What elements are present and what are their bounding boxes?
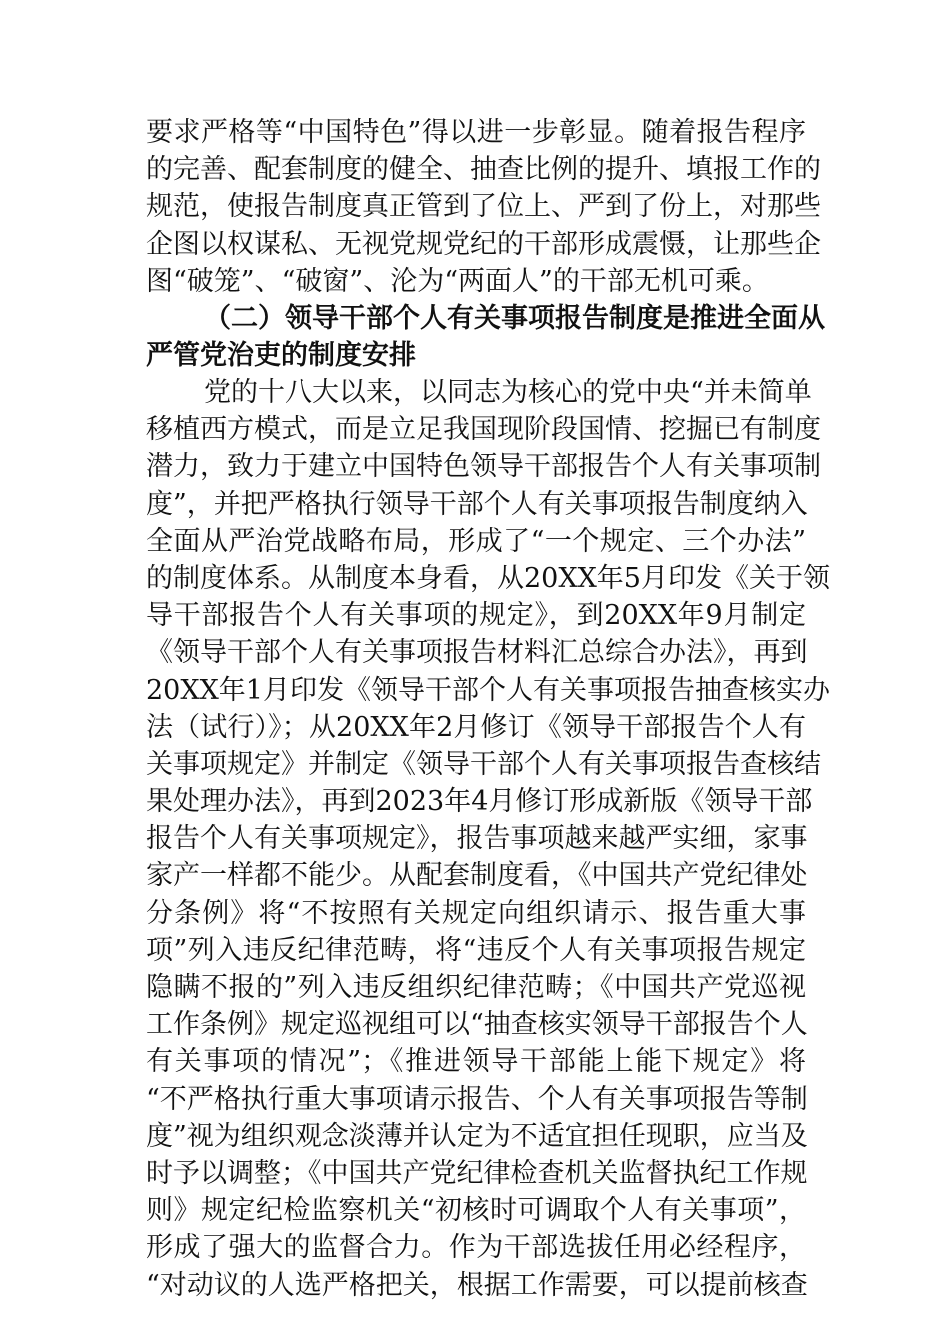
paragraph-line: 果处理办法》，再到2023年4月修订形成新版《领导干部 [146,786,813,818]
paragraph-line: 时予以调整；《中国共产党纪律检查机关监督执纪工作规 [146,1157,808,1189]
paragraph-line: 图“破笼”、“破窗”、沦为“两面人”的干部无机可乘。 [146,265,769,297]
paragraph-line: 报告个人有关事项规定》，报告事项越来越严实细，家事 [146,823,808,855]
paragraph-line: 工作条例》规定巡视组可以“抽查核实领导干部报告个人 [146,1009,808,1041]
section-heading [146,300,825,374]
paragraph-line: 家产一样都不能少。从配套制度看，《中国共产党纪律处 [146,860,808,892]
paragraph-line: 的完善、配套制度的健全、抽查比例的提升、填报工作的 [146,154,821,186]
paragraph-line: 形成了强大的监督合力。作为干部选拔任用必经程序， [146,1232,806,1264]
paragraph-line: 《领导干部个人有关事项报告材料汇总综合办法》，再到 [146,637,808,669]
paragraph-line: 规范，使报告制度真正管到了位上、严到了份上，对那些 [146,191,821,223]
paragraph-line: 隐瞒不报的”列入违反组织纪律范畴；《中国共产党巡视 [146,972,806,1003]
heading-line: 严管党治吏的制度安排 [146,340,416,372]
paragraph-2 [146,374,830,1304]
paragraph-line: 项”列入违反纪律范畴，将“违反个人有关事项报告规定 [146,934,806,966]
paragraph-line: 党的十八大以来，以同志为核心的党中央“并未简单 [204,377,812,408]
paragraph-line: 20XX年1月印发《领导干部个人有关事项报告抽查核实办 [146,674,830,706]
paragraph-line: 的制度体系。从制度本身看，从20XX年5月印发《关于领 [146,562,830,594]
paragraph-line: 企图以权谋私、无视党规党纪的干部形成震慑，让那些企 [146,228,821,260]
paragraph-line: 移植西方模式，而是立足我国现阶段国情、挖掘已有制度 [146,414,821,446]
paragraph-line: 潜力，致力于建立中国特色领导干部报告个人有关事项制 [146,451,821,483]
paragraph-line: 度”，并把严格执行领导干部个人有关事项报告制度纳入 [146,488,808,520]
paragraph-line: “不严格执行重大事项请示报告、个人有关事项报告等制 [146,1083,808,1115]
paragraph-line: 要求严格等“中国特色”得以进一步彰显。随着报告程序 [146,117,806,148]
paragraph-line: 则》规定纪检监察机关“初核时可调取个人有关事项”， [146,1195,806,1227]
paragraph-line: 导干部报告个人有关事项的规定》，到20XX年9月制定 [146,600,806,632]
paragraph-line: 度”视为组织观念淡薄并认定为不适宜担任现职，应当及 [146,1120,808,1152]
paragraph-1 [146,114,821,300]
paragraph-line: 关事项规定》并制定《领导干部个人有关事项报告查核结 [146,748,821,780]
paragraph-line: 法（试行）》；从20XX年2月修订《领导干部报告个人有 [146,711,806,743]
paragraph-line: “对动议的人选严格把关，根据工作需要，可以提前核查 [146,1269,808,1301]
paragraph-line: 全面从严治党战略布局，形成了“一个规定、三个办法” [146,525,806,557]
paragraph-line: 有关事项的情况”；《推进领导干部能上能下规定》将 [146,1046,806,1078]
paragraph-line: 分条例》将“不按照有关规定向组织请示、报告重大事 [146,897,806,929]
heading-line: （二）领导干部个人有关事项报告制度是推进全面从 [204,303,825,334]
